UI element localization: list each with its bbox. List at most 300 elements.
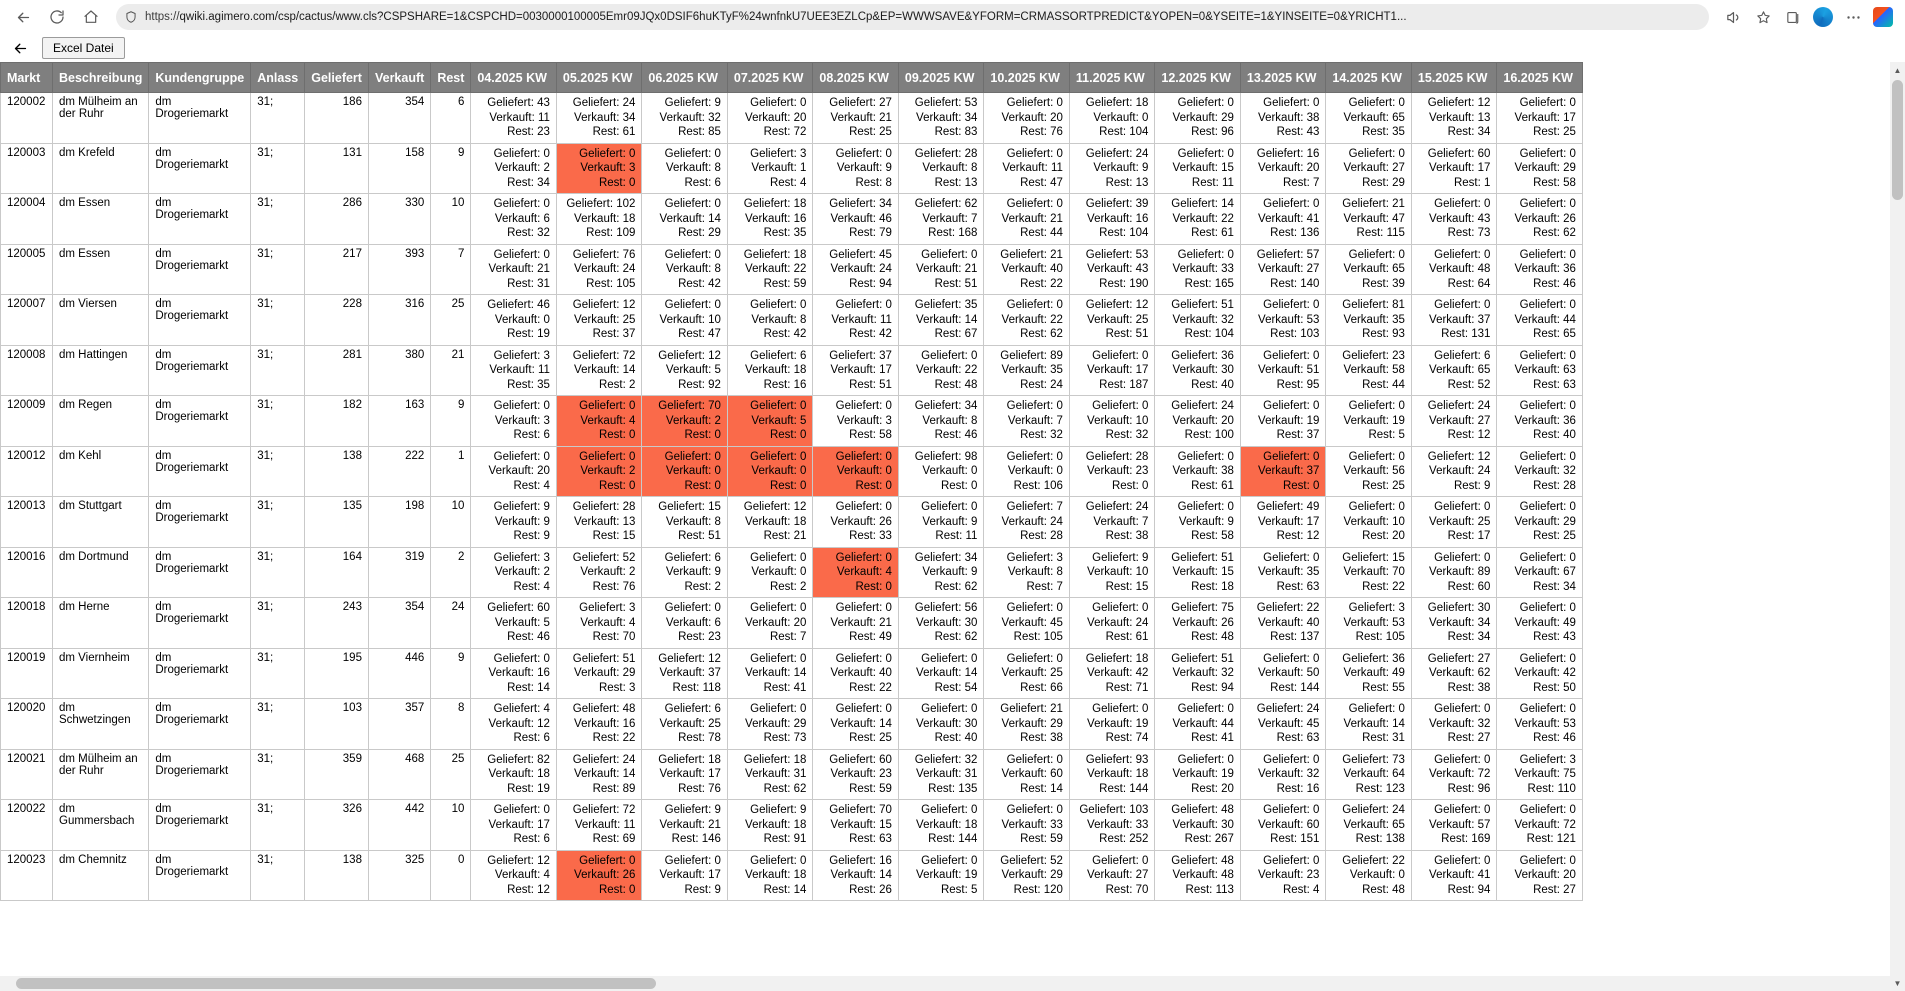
cell-week-forecast[interactable] <box>556 598 642 649</box>
cell-week-forecast[interactable] <box>1326 547 1412 598</box>
cell-week-forecast[interactable] <box>813 749 899 800</box>
cell-week-forecast[interactable] <box>556 295 642 346</box>
cell-week-forecast[interactable] <box>1326 194 1412 245</box>
cell-week-forecast[interactable] <box>1240 800 1326 851</box>
cell-week-forecast[interactable] <box>1411 699 1497 750</box>
week-geliefert: Geliefert: 24 <box>1085 501 1149 513</box>
cell-week-forecast[interactable] <box>727 749 813 800</box>
cell-week-forecast[interactable] <box>1240 446 1326 497</box>
cell-week-forecast[interactable] <box>1155 396 1241 447</box>
cell-week-forecast[interactable] <box>1326 93 1412 144</box>
cell-week-forecast[interactable] <box>984 598 1070 649</box>
cell-week-forecast[interactable] <box>1326 143 1412 194</box>
cell-week-forecast[interactable] <box>1069 598 1155 649</box>
week-geliefert: Geliefert: 0 <box>1434 198 1491 210</box>
week-verkauft: Verkauft: 30 <box>1172 364 1234 376</box>
cell-week-forecast[interactable] <box>1497 800 1583 851</box>
cell-week-forecast[interactable] <box>813 295 899 346</box>
cell-week-forecast[interactable] <box>1411 93 1497 144</box>
column-header-week-04[interactable]: 04.2025 KW <box>471 63 557 93</box>
cell-rest: 21 <box>431 345 471 396</box>
cell-week-forecast[interactable] <box>1411 598 1497 649</box>
cell-week-forecast[interactable] <box>727 598 813 649</box>
cell-week-forecast[interactable] <box>1497 295 1583 346</box>
column-header-week-15[interactable]: 15.2025 KW <box>1411 63 1497 93</box>
cell-week-forecast[interactable] <box>1155 93 1241 144</box>
cell-week-forecast[interactable] <box>727 497 813 548</box>
cell-week-forecast[interactable] <box>898 850 984 901</box>
cell-week-forecast[interactable] <box>1155 699 1241 750</box>
table-row[interactable] <box>1 194 1583 245</box>
week-verkauft: Verkauft: 12 <box>488 717 550 730</box>
table-row[interactable] <box>1 598 1583 649</box>
week-verkauft: Verkauft: 40 <box>1001 263 1063 275</box>
cell-week-forecast[interactable] <box>642 648 728 699</box>
cell-week-forecast[interactable] <box>1411 295 1497 346</box>
cell-week-forecast[interactable] <box>984 143 1070 194</box>
table-row[interactable] <box>1 648 1583 699</box>
cell-week-forecast[interactable] <box>1497 598 1583 649</box>
collections-icon[interactable] <box>1779 3 1807 31</box>
cell-week-forecast[interactable] <box>1411 244 1497 295</box>
cell-week-forecast[interactable] <box>1155 800 1241 851</box>
cell-week-forecast[interactable] <box>1497 547 1583 598</box>
cell-week-forecast[interactable] <box>1069 446 1155 497</box>
cell-week-forecast[interactable] <box>1240 699 1326 750</box>
cell-week-forecast[interactable] <box>642 396 728 447</box>
home-icon[interactable] <box>76 2 106 32</box>
cell-week-forecast[interactable] <box>727 648 813 699</box>
cell-week-forecast[interactable] <box>984 749 1070 800</box>
cell-week-forecast[interactable] <box>727 850 813 901</box>
week-verkauft: Verkauft: 50 <box>1258 667 1320 679</box>
cell-week-forecast[interactable] <box>898 396 984 447</box>
cell-week-forecast[interactable] <box>1411 446 1497 497</box>
table-row[interactable] <box>1 699 1583 750</box>
cell-week-forecast[interactable] <box>556 497 642 548</box>
cell-week-forecast[interactable] <box>984 244 1070 295</box>
week-geliefert: Geliefert: 7 <box>1006 501 1063 513</box>
cell-week-forecast[interactable] <box>1411 850 1497 901</box>
cell-week-forecast[interactable] <box>813 497 899 548</box>
cell-week-forecast[interactable] <box>1326 497 1412 548</box>
cell-week-forecast[interactable] <box>1155 244 1241 295</box>
cell-week-forecast[interactable] <box>471 194 557 245</box>
cell-week-forecast[interactable] <box>1155 598 1241 649</box>
cell-week-forecast[interactable] <box>984 648 1070 699</box>
cell-week-forecast[interactable] <box>1240 497 1326 548</box>
cell-week-forecast[interactable] <box>1326 749 1412 800</box>
cell-week-forecast[interactable] <box>1155 194 1241 245</box>
cell-week-forecast[interactable] <box>813 699 899 750</box>
cell-week-forecast[interactable] <box>556 446 642 497</box>
cell-week-forecast[interactable] <box>727 295 813 346</box>
cell-week-forecast[interactable] <box>1069 850 1155 901</box>
cell-week-forecast[interactable] <box>642 295 728 346</box>
cell-week-forecast[interactable] <box>471 699 557 750</box>
cell-week-forecast[interactable] <box>556 699 642 750</box>
column-header-anlass[interactable]: Anlass <box>251 63 305 93</box>
cell-week-forecast[interactable] <box>813 396 899 447</box>
cell-week-forecast[interactable] <box>1411 749 1497 800</box>
cell-week-forecast[interactable] <box>1240 143 1326 194</box>
cell-week-forecast[interactable] <box>898 295 984 346</box>
week-geliefert: Geliefert: 48 <box>572 703 636 715</box>
cell-week-forecast[interactable] <box>898 446 984 497</box>
horizontal-scroll-thumb[interactable] <box>16 978 656 989</box>
cell-beschreibung: dm Schwetzingen <box>53 699 149 750</box>
table-row[interactable] <box>1 850 1583 901</box>
week-geliefert: Geliefert: 12 <box>1427 450 1491 463</box>
cell-week-forecast[interactable] <box>642 143 728 194</box>
table-row[interactable] <box>1 244 1583 295</box>
cell-week-forecast[interactable] <box>642 699 728 750</box>
cell-week-forecast[interactable] <box>1155 547 1241 598</box>
cell-week-forecast[interactable] <box>1497 850 1583 901</box>
column-header-week-10[interactable]: 10.2025 KW <box>984 63 1070 93</box>
cell-week-forecast[interactable] <box>642 749 728 800</box>
cell-week-forecast[interactable] <box>1497 194 1583 245</box>
cell-week-forecast[interactable] <box>471 800 557 851</box>
cell-week-forecast[interactable] <box>556 547 642 598</box>
week-rest: Rest: 137 <box>1270 631 1320 643</box>
cell-week-forecast[interactable] <box>1497 244 1583 295</box>
cell-week-forecast[interactable] <box>898 547 984 598</box>
cell-week-forecast[interactable] <box>1240 295 1326 346</box>
cell-week-forecast[interactable] <box>727 345 813 396</box>
cell-week-forecast[interactable] <box>1069 345 1155 396</box>
table-row[interactable] <box>1 143 1583 194</box>
cell-week-forecast[interactable] <box>642 497 728 548</box>
cell-week-forecast[interactable] <box>1411 648 1497 699</box>
cell-week-forecast[interactable] <box>471 497 557 548</box>
cell-week-forecast[interactable] <box>471 547 557 598</box>
cell-week-forecast[interactable] <box>1326 345 1412 396</box>
cell-week-forecast[interactable] <box>1155 446 1241 497</box>
cell-week-forecast[interactable] <box>1240 93 1326 144</box>
cell-week-forecast[interactable] <box>556 749 642 800</box>
week-verkauft: Verkauft: 34 <box>916 111 978 124</box>
cell-week-forecast[interactable] <box>642 446 728 497</box>
column-header-week-05[interactable]: 05.2025 KW <box>556 63 642 93</box>
cell-week-forecast[interactable] <box>1326 598 1412 649</box>
read-aloud-icon[interactable] <box>1719 3 1747 31</box>
week-geliefert: Geliefert: 0 <box>1263 854 1320 867</box>
cell-week-forecast[interactable] <box>813 194 899 245</box>
column-header-week-06[interactable]: 06.2025 KW <box>642 63 728 93</box>
column-header-week-09[interactable]: 09.2025 KW <box>898 63 984 93</box>
column-header-beschreibung[interactable]: Beschreibung <box>53 63 149 93</box>
column-header-week-14[interactable]: 14.2025 KW <box>1326 63 1412 93</box>
cell-week-forecast[interactable] <box>898 749 984 800</box>
page-back-arrow-icon[interactable] <box>10 38 30 58</box>
back-arrow-icon[interactable] <box>8 2 38 32</box>
cell-week-forecast[interactable] <box>1497 497 1583 548</box>
table-row[interactable] <box>1 345 1583 396</box>
cell-week-forecast[interactable] <box>1240 648 1326 699</box>
cell-week-forecast[interactable] <box>984 295 1070 346</box>
reload-icon[interactable] <box>42 2 72 32</box>
cell-week-forecast[interactable] <box>984 547 1070 598</box>
cell-week-forecast[interactable] <box>727 547 813 598</box>
cell-week-forecast[interactable] <box>1069 749 1155 800</box>
cell-week-forecast[interactable] <box>1411 396 1497 447</box>
cell-week-forecast[interactable] <box>471 648 557 699</box>
cell-week-forecast[interactable] <box>1411 143 1497 194</box>
horizontal-scrollbar[interactable] <box>0 976 1890 991</box>
cell-week-forecast[interactable] <box>1069 547 1155 598</box>
cell-week-forecast[interactable] <box>1069 194 1155 245</box>
vertical-scrollbar[interactable] <box>1890 62 1905 991</box>
cell-week-forecast[interactable] <box>1326 648 1412 699</box>
column-header-week-11[interactable]: 11.2025 KW <box>1069 63 1155 93</box>
cell-week-forecast[interactable] <box>813 800 899 851</box>
cell-week-forecast[interactable] <box>642 547 728 598</box>
table-row[interactable] <box>1 396 1583 447</box>
cell-verkauft: 393 <box>368 244 430 295</box>
cell-week-forecast[interactable] <box>1497 699 1583 750</box>
cell-week-forecast[interactable] <box>556 244 642 295</box>
cell-week-forecast[interactable] <box>813 244 899 295</box>
week-geliefert: Geliefert: 103 <box>1079 804 1149 816</box>
cell-week-forecast[interactable] <box>1240 850 1326 901</box>
cell-week-forecast[interactable] <box>642 850 728 901</box>
cell-week-forecast[interactable] <box>1155 749 1241 800</box>
cell-week-forecast[interactable] <box>556 648 642 699</box>
cell-beschreibung: dm Herne <box>53 598 149 649</box>
cell-kundengruppe: dm Drogeriemarkt <box>149 446 251 497</box>
cell-anlass: 31; <box>251 295 305 346</box>
week-verkauft: Verkauft: 27 <box>1343 162 1405 174</box>
cell-week-forecast[interactable] <box>1326 396 1412 447</box>
cell-week-forecast[interactable] <box>1326 244 1412 295</box>
cell-week-forecast[interactable] <box>898 497 984 548</box>
cell-week-forecast[interactable] <box>1240 244 1326 295</box>
scroll-up-icon[interactable]: ▲ <box>1893 65 1902 75</box>
week-rest: Rest: 9 <box>684 883 721 896</box>
cell-week-forecast[interactable] <box>471 446 557 497</box>
cell-week-forecast[interactable] <box>1069 143 1155 194</box>
ellipsis-icon[interactable] <box>1839 3 1867 31</box>
cell-week-forecast[interactable] <box>642 194 728 245</box>
cell-week-forecast[interactable] <box>1069 497 1155 548</box>
cell-week-forecast[interactable] <box>1240 194 1326 245</box>
cell-geliefert: 243 <box>305 598 369 649</box>
cell-week-forecast[interactable] <box>1155 345 1241 396</box>
cell-week-forecast[interactable] <box>984 497 1070 548</box>
cell-week-forecast[interactable] <box>813 547 899 598</box>
week-verkauft: Verkauft: 8 <box>665 515 721 528</box>
cell-week-forecast[interactable] <box>727 800 813 851</box>
cell-week-forecast[interactable] <box>984 699 1070 750</box>
table-row[interactable] <box>1 446 1583 497</box>
cell-week-forecast[interactable] <box>1240 396 1326 447</box>
cell-week-forecast[interactable] <box>1240 598 1326 649</box>
cell-week-forecast[interactable] <box>1411 497 1497 548</box>
cell-week-forecast[interactable] <box>471 749 557 800</box>
table-row[interactable] <box>1 295 1583 346</box>
cell-week-forecast[interactable] <box>898 143 984 194</box>
week-verkauft: Verkauft: 26 <box>1514 212 1576 225</box>
cell-week-forecast[interactable] <box>1069 648 1155 699</box>
week-rest: Rest: 12 <box>1276 530 1320 542</box>
star-icon[interactable] <box>1749 3 1777 31</box>
cell-week-forecast[interactable] <box>556 396 642 447</box>
column-header-verkauft[interactable]: Verkauft <box>368 63 430 93</box>
table-row[interactable] <box>1 547 1583 598</box>
column-header-markt[interactable]: Markt <box>1 63 53 93</box>
cell-week-forecast[interactable] <box>642 800 728 851</box>
cell-week-forecast[interactable] <box>1155 295 1241 346</box>
cell-week-forecast[interactable] <box>813 598 899 649</box>
week-geliefert: Geliefert: 51 <box>1171 652 1234 665</box>
column-header-week-12[interactable]: 12.2025 KW <box>1155 63 1241 93</box>
cell-week-forecast[interactable] <box>898 598 984 649</box>
cell-week-forecast[interactable] <box>471 244 557 295</box>
cell-week-forecast[interactable] <box>898 244 984 295</box>
cell-week-forecast[interactable] <box>984 800 1070 851</box>
excel-export-button[interactable]: Excel Datei <box>42 37 125 59</box>
cell-week-forecast[interactable] <box>471 143 557 194</box>
week-rest: Rest: 42 <box>763 328 807 340</box>
cell-week-forecast[interactable] <box>556 800 642 851</box>
cell-week-forecast[interactable] <box>556 194 642 245</box>
week-rest: Rest: 131 <box>1441 328 1491 340</box>
cell-week-forecast[interactable] <box>1411 194 1497 245</box>
cell-week-forecast[interactable] <box>1326 850 1412 901</box>
cell-week-forecast[interactable] <box>1155 143 1241 194</box>
column-header-week-08[interactable]: 08.2025 KW <box>813 63 899 93</box>
cell-week-forecast[interactable] <box>1069 295 1155 346</box>
week-verkauft: Verkauft: 6 <box>494 212 550 225</box>
column-header-rest[interactable]: Rest <box>431 63 471 93</box>
cell-week-forecast[interactable] <box>813 446 899 497</box>
cell-week-forecast[interactable] <box>556 345 642 396</box>
cell-week-forecast[interactable] <box>1069 244 1155 295</box>
cell-week-forecast[interactable] <box>727 244 813 295</box>
week-rest: Rest: 60 <box>1447 580 1491 593</box>
cell-week-forecast[interactable] <box>642 345 728 396</box>
cell-week-forecast[interactable] <box>1069 93 1155 144</box>
cell-week-forecast[interactable] <box>556 143 642 194</box>
cell-week-forecast[interactable] <box>642 244 728 295</box>
cell-week-forecast[interactable] <box>984 850 1070 901</box>
column-header-week-16[interactable]: 16.2025 KW <box>1497 63 1583 93</box>
cell-week-forecast[interactable] <box>813 93 899 144</box>
week-rest: Rest: 0 <box>940 479 978 492</box>
cell-week-forecast[interactable] <box>1497 396 1583 447</box>
cell-week-forecast[interactable] <box>1411 547 1497 598</box>
cell-week-forecast[interactable] <box>727 446 813 497</box>
week-verkauft: Verkauft: 0 <box>751 465 807 477</box>
cell-week-forecast[interactable] <box>984 93 1070 144</box>
cell-week-forecast[interactable] <box>1411 800 1497 851</box>
cell-week-forecast[interactable] <box>1155 648 1241 699</box>
cell-week-forecast[interactable] <box>813 850 899 901</box>
cell-week-forecast[interactable] <box>813 143 899 194</box>
cell-week-forecast[interactable] <box>1326 295 1412 346</box>
cell-week-forecast[interactable] <box>1497 93 1583 144</box>
column-header-kundengruppe[interactable]: Kundengruppe <box>149 63 251 93</box>
cell-week-forecast[interactable] <box>984 446 1070 497</box>
cell-week-forecast[interactable] <box>984 396 1070 447</box>
column-header-week-13[interactable]: 13.2025 KW <box>1240 63 1326 93</box>
cell-week-forecast[interactable] <box>642 598 728 649</box>
cell-week-forecast[interactable] <box>727 143 813 194</box>
cell-markt: 120003 <box>1 143 53 194</box>
edge-logo-icon[interactable] <box>1809 3 1837 31</box>
cell-week-forecast[interactable] <box>898 194 984 245</box>
cell-week-forecast[interactable] <box>727 194 813 245</box>
cell-week-forecast[interactable] <box>898 345 984 396</box>
column-header-geliefert[interactable]: Geliefert <box>305 63 369 93</box>
cell-week-forecast[interactable] <box>1497 749 1583 800</box>
cell-week-forecast[interactable] <box>1411 345 1497 396</box>
cell-week-forecast[interactable] <box>898 648 984 699</box>
cell-week-forecast[interactable] <box>1497 446 1583 497</box>
cell-week-forecast[interactable] <box>1069 800 1155 851</box>
cell-week-forecast[interactable] <box>471 93 557 144</box>
week-geliefert: Geliefert: 18 <box>743 248 807 261</box>
cell-week-forecast[interactable] <box>556 93 642 144</box>
table-row[interactable] <box>1 497 1583 548</box>
cell-week-forecast[interactable] <box>1240 547 1326 598</box>
cell-week-forecast[interactable] <box>642 93 728 144</box>
cell-week-forecast[interactable] <box>1069 699 1155 750</box>
column-header-week-07[interactable]: 07.2025 KW <box>727 63 813 93</box>
week-rest: Rest: 63 <box>849 833 892 845</box>
cell-week-forecast[interactable] <box>813 648 899 699</box>
cell-week-forecast[interactable] <box>471 850 557 901</box>
cell-week-forecast[interactable] <box>1069 396 1155 447</box>
cell-week-forecast[interactable] <box>471 295 557 346</box>
cell-week-forecast[interactable] <box>898 699 984 750</box>
week-verkauft: Verkauft: 31 <box>916 768 978 780</box>
cell-week-forecast[interactable] <box>727 93 813 144</box>
cell-week-forecast[interactable] <box>1497 648 1583 699</box>
cell-week-forecast[interactable] <box>1155 850 1241 901</box>
cell-week-forecast[interactable] <box>1240 749 1326 800</box>
cell-week-forecast[interactable] <box>727 699 813 750</box>
scroll-down-icon[interactable]: ▼ <box>1893 978 1902 988</box>
cell-week-forecast[interactable] <box>556 850 642 901</box>
cell-week-forecast[interactable] <box>984 194 1070 245</box>
cell-week-forecast[interactable] <box>898 93 984 144</box>
cell-week-forecast[interactable] <box>471 396 557 447</box>
cell-week-forecast[interactable] <box>1497 345 1583 396</box>
cell-week-forecast[interactable] <box>984 345 1070 396</box>
cell-week-forecast[interactable] <box>898 800 984 851</box>
table-row[interactable] <box>1 800 1583 851</box>
table-row[interactable] <box>1 749 1583 800</box>
profile-icon[interactable] <box>1869 3 1897 31</box>
cell-week-forecast[interactable] <box>1155 497 1241 548</box>
cell-week-forecast[interactable] <box>1326 699 1412 750</box>
address-bar[interactable] <box>116 4 1709 30</box>
table-row[interactable] <box>1 93 1583 144</box>
cell-week-forecast[interactable] <box>1326 800 1412 851</box>
cell-week-forecast[interactable] <box>471 345 557 396</box>
prediction-table-container[interactable] <box>0 62 1905 991</box>
cell-week-forecast[interactable] <box>1240 345 1326 396</box>
vertical-scroll-thumb[interactable] <box>1892 80 1903 200</box>
cell-anlass: 31; <box>251 143 305 194</box>
cell-week-forecast[interactable] <box>1326 446 1412 497</box>
cell-week-forecast[interactable] <box>471 598 557 649</box>
cell-week-forecast[interactable] <box>1497 143 1583 194</box>
cell-week-forecast[interactable] <box>727 396 813 447</box>
cell-week-forecast[interactable] <box>813 345 899 396</box>
